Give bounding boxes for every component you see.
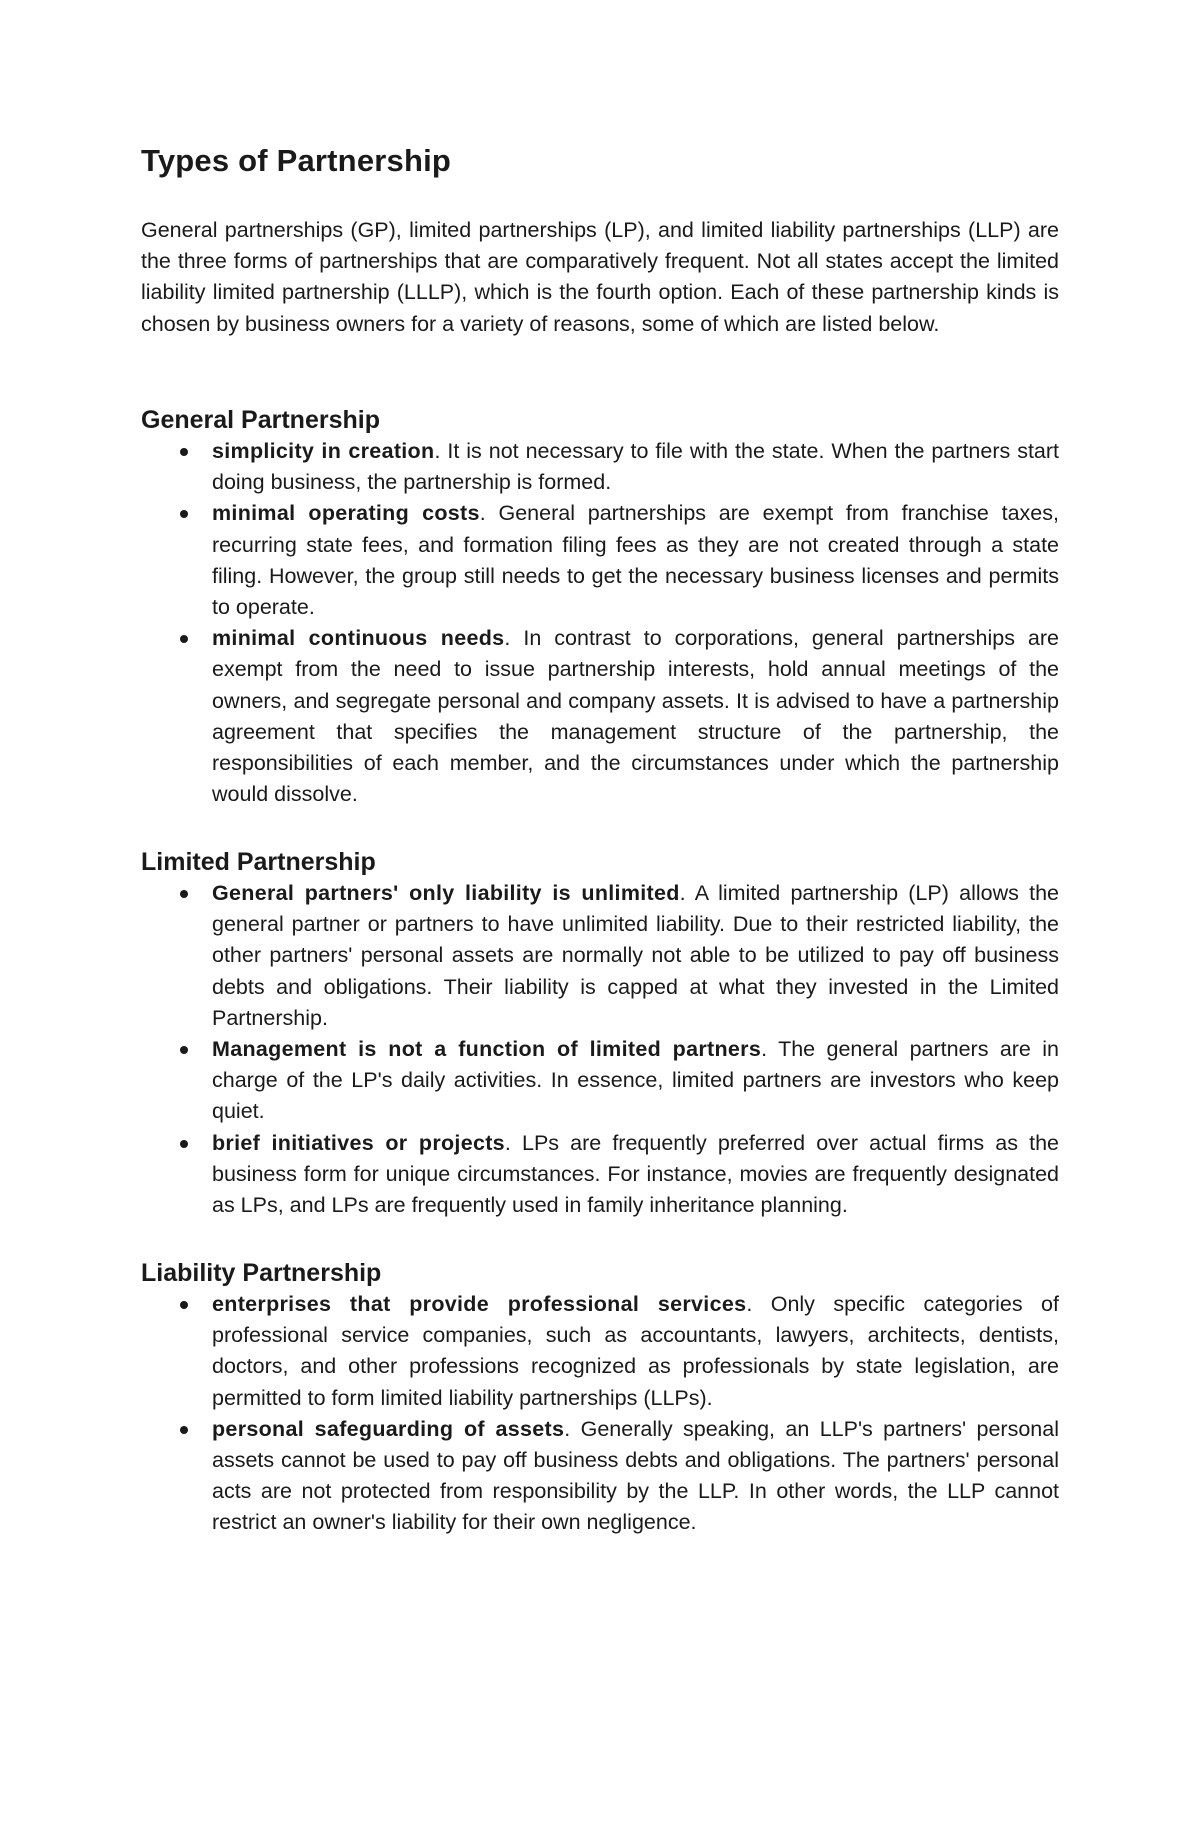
list-item (141, 436, 1059, 498)
section-limited-partnership (141, 846, 1059, 1221)
section-heading: Liability Partnership (141, 1259, 382, 1287)
bullet-icon (180, 448, 188, 456)
list-item (141, 498, 1059, 623)
bullet-list (141, 436, 1059, 810)
item-text: . General partnerships are exempt from franchise taxes, recurring state fees, and formation filing fees as they are not created through a state filing. However, the group still needs to get the necessary business licenses and permits to operate. (212, 501, 1059, 620)
item-text: . In contrast to corporations, general partnerships are exempt from the need to issue partnership interests, hold annual meetings of the owners, and segregate personal and company assets. It is advised to have a partnership agreement that specifies the management structure of the partnership, the responsibilities of each member, and the circumstances under which the partnership would dissolve. (212, 626, 1060, 807)
item-term: minimal operating costs (212, 501, 480, 526)
bullet-icon (180, 1046, 188, 1054)
bullet-icon (180, 1426, 188, 1434)
bullet-icon (180, 510, 188, 518)
item-text: . The general partners are in charge of the LP's daily activities. In essence, limited partners are investors who keep quiet. (212, 1037, 1059, 1124)
bullet-icon (180, 1140, 188, 1148)
item-term: minimal continuous needs (212, 626, 505, 651)
item-term: enterprises that provide professional services (212, 1292, 747, 1316)
item-text: . It is not necessary to file with the state. When the partners start doing business, the partnership is formed. (212, 439, 1060, 495)
section-heading: General Partnership (141, 406, 380, 434)
list-item (141, 1289, 1059, 1414)
item-text: . A limited partnership (LP) allows the general partner or partners to have unlimited liability. Due to their restricted liability, the other partners' personal assets are normally not able to be utilized to pay off business debts and obligations. Their liability is capped at what they invested in the Limited Partnership. (212, 881, 1059, 1030)
item-term: Management is not a function of limited partners (212, 1037, 762, 1062)
bullet-icon (180, 890, 188, 898)
item-term: personal safeguarding of assets (212, 1416, 565, 1441)
bullet-list (141, 878, 1059, 1221)
item-term: General partners' only liability is unlimited (212, 881, 680, 905)
bullet-icon (180, 1301, 188, 1309)
item-text: . Only specific categories of professional service companies, such as accountants, lawyers, architects, dentists, doctors, and other professions recognized as professionals by state legislation, are permitted to form limited liability partnerships (LLPs). (212, 1292, 1059, 1410)
list-item (141, 878, 1059, 1034)
list-item (141, 1128, 1059, 1222)
bullet-list (141, 1289, 1059, 1539)
section-liability-partnership (141, 1257, 1059, 1539)
section-heading: Limited Partnership (141, 848, 376, 876)
section-general-partnership (141, 404, 1059, 810)
item-text: . Generally speaking, an LLP's partners' personal assets cannot be used to pay off business debts and obligations. The partners' personal acts are not protected from responsibility by the LLP. In other words, the LLP cannot restrict an owner's liability for their own negligence. (212, 1416, 1059, 1535)
list-item (141, 1034, 1059, 1128)
item-term: brief initiatives or projects (212, 1130, 505, 1155)
item-text: . LPs are frequently preferred over actual firms as the business form for unique circumstances. For instance, movies are frequently designated as LPs, and LPs are frequently used in family inheritance planning. (212, 1130, 1059, 1218)
list-item (141, 1414, 1059, 1539)
item-term: simplicity in creation (212, 439, 435, 463)
list-item (141, 623, 1059, 810)
document-title: Types of Partnership (141, 143, 452, 178)
bullet-icon (180, 635, 188, 643)
intro-paragraph: General partnerships (GP), limited partnerships (LP), and limited liability partnerships (LLP) are the three forms of partnerships that are comparatively frequent. Not all states accept the limited liability limited partnership (LLLP), which is the fourth option. Each of these partnership kinds is chosen by business owners for a variety of reasons, some of which are listed below. (141, 218, 1059, 336)
